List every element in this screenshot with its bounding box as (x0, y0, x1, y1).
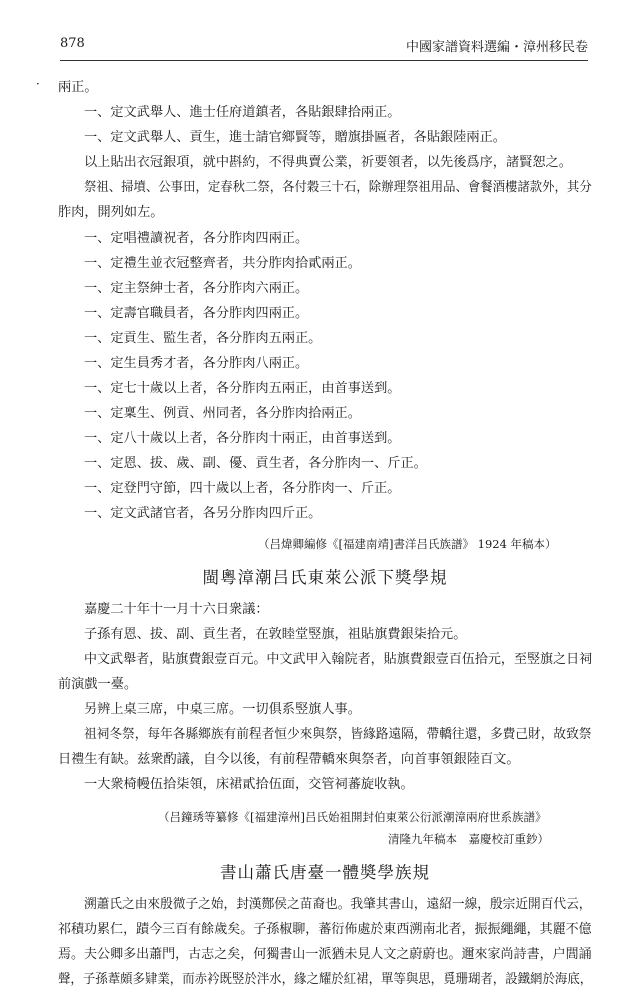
text-line: 一、定文武舉人、進士任府道鎮者，各貼銀肆拾兩正。 (84, 105, 401, 120)
header-rule (60, 60, 588, 61)
text-line: 一、定八十歲以上者，各分胙肉十兩正，由首事送到。 (84, 431, 401, 446)
text-line: 日禮生有缺。兹衆酌議，自今以後，有前程帶轎來與祭者，向首事領銀陸百文。 (58, 752, 520, 767)
text-line: 胙肉，開列如左。 (58, 205, 164, 220)
text-line: 祖祠冬祭，每年各縣鄉族有前程者恒少來與祭，皆緣路遠隔，帶轎往還，多費己財，故致祭 (84, 727, 592, 742)
source-citation: （吕鐘琇等纂修《[福建漳州]吕氏始祖開封伯東萊公衍派潮漳兩府世系族譜》 (158, 810, 547, 824)
text-line: 祭祖、掃墳、公事田，定春秋二祭，各付穀三十石，除辦理祭祖用品、會餐酒樓諸款外，其分 (84, 180, 592, 195)
text-line: 另辨上桌三席，中桌三席。一切俱系竪旗人事。 (84, 702, 361, 717)
text-line: 一、定七十歲以上者，各分胙肉五兩正，由首事送到。 (84, 381, 401, 396)
text-line: 一、定唱禮讀祝者，各分胙肉四兩正。 (84, 231, 309, 246)
text-line: 一大衆椅幔伍拾柒領，床裙貳拾伍面，交管祠蕃旋收執。 (84, 777, 414, 792)
text-line: 一、定主祭紳士者，各分胙肉六兩正。 (84, 281, 309, 296)
text-line: 溯蕭氏之由來殷微子之始，封漢酂侯之苗裔也。我肇其書山，遠紹一線，殷宗近開百代云， (84, 897, 592, 912)
text-line: 子孫有恩、拔、副、貢生者，在敦睦堂竪旗，祖貼旗費銀柒拾元。 (84, 627, 467, 642)
text-line: 一、定禮生並衣冠整齊者，共分胙肉拾貳兩正。 (84, 256, 361, 271)
text-line: 祁積功累仁，蹟今三百有餘歲矣。子孫椒聊，蕃衍佈處於東西溯南北者，振振繩繩，其麗不億 (58, 922, 592, 937)
text-line: 一、定文武舉人、貢生，進士請官鄉賢等，贈旗掛匾者，各貼銀陸兩正。 (84, 130, 506, 145)
text-line: 一、定文武諸官者，各另分胙肉四斤正。 (84, 506, 322, 521)
text-line: 一、定登門守節，四十歲以上者，各分胙肉一、斤正。 (84, 481, 401, 496)
text-line: 聲，子孫葦頗多肄業，而赤衿既竪於泮水，緣之耀於紅裙，單等與思，覓珊瑚者，設鐵網於海底， (58, 972, 593, 987)
text-line: 兩正。 (58, 80, 98, 95)
text-line: 一、定恩、拔、歲、副、優、貢生者，各分胙肉一、斤正。 (84, 456, 427, 471)
text-line: 一、定貢生、監生者，各分胙肉五兩正。 (84, 331, 322, 346)
text-line: 焉。夫公卿多出蕭門，古志之矣，何獨書山一派猶未見人文之蔚蔚也。邇來家尚詩書，户閭誦 (58, 947, 592, 962)
page-number: 878 (60, 36, 85, 51)
text-line: 中文武舉者，貼旗費銀壹百元。中文武甲入翰院者，貼旗費銀壹百伍拾元，至竪旗之日祠 (84, 652, 593, 667)
text-line: 前演戲一臺。 (58, 677, 138, 692)
text-line: 一、定壽官職員者，各分胙肉四兩正。 (84, 306, 309, 321)
book-title: 中國家譜資料選編・漳州移民卷 (405, 40, 588, 55)
text-line: 一、定生員秀才者，各分胙肉八兩正。 (84, 356, 309, 371)
page-header (60, 36, 588, 58)
source-citation: 清隆九年稿本 嘉慶校訂重鈔） (388, 832, 549, 846)
section-heading: 書山蕭氏唐臺一體奬學族規 (220, 863, 430, 882)
margin-mark: · (36, 77, 40, 91)
text-line: 以上貼出衣冠銀項，就中斟約，不得典賣公業，祈要領者，以先後爲序，諸賢恕之。 (84, 155, 572, 170)
text-line: 一、定稟生、例貢、州同者，各分胙肉拾兩正。 (84, 406, 361, 421)
source-citation: （吕煒卿編修《[福建南靖]書洋吕氏族譜》 1924 年稿本） (258, 537, 557, 551)
section-heading: 閩粵漳潮吕氏東萊公派下獎學規 (202, 568, 448, 587)
text-line: 嘉慶二十年十一月十六日衆議： (84, 602, 269, 617)
